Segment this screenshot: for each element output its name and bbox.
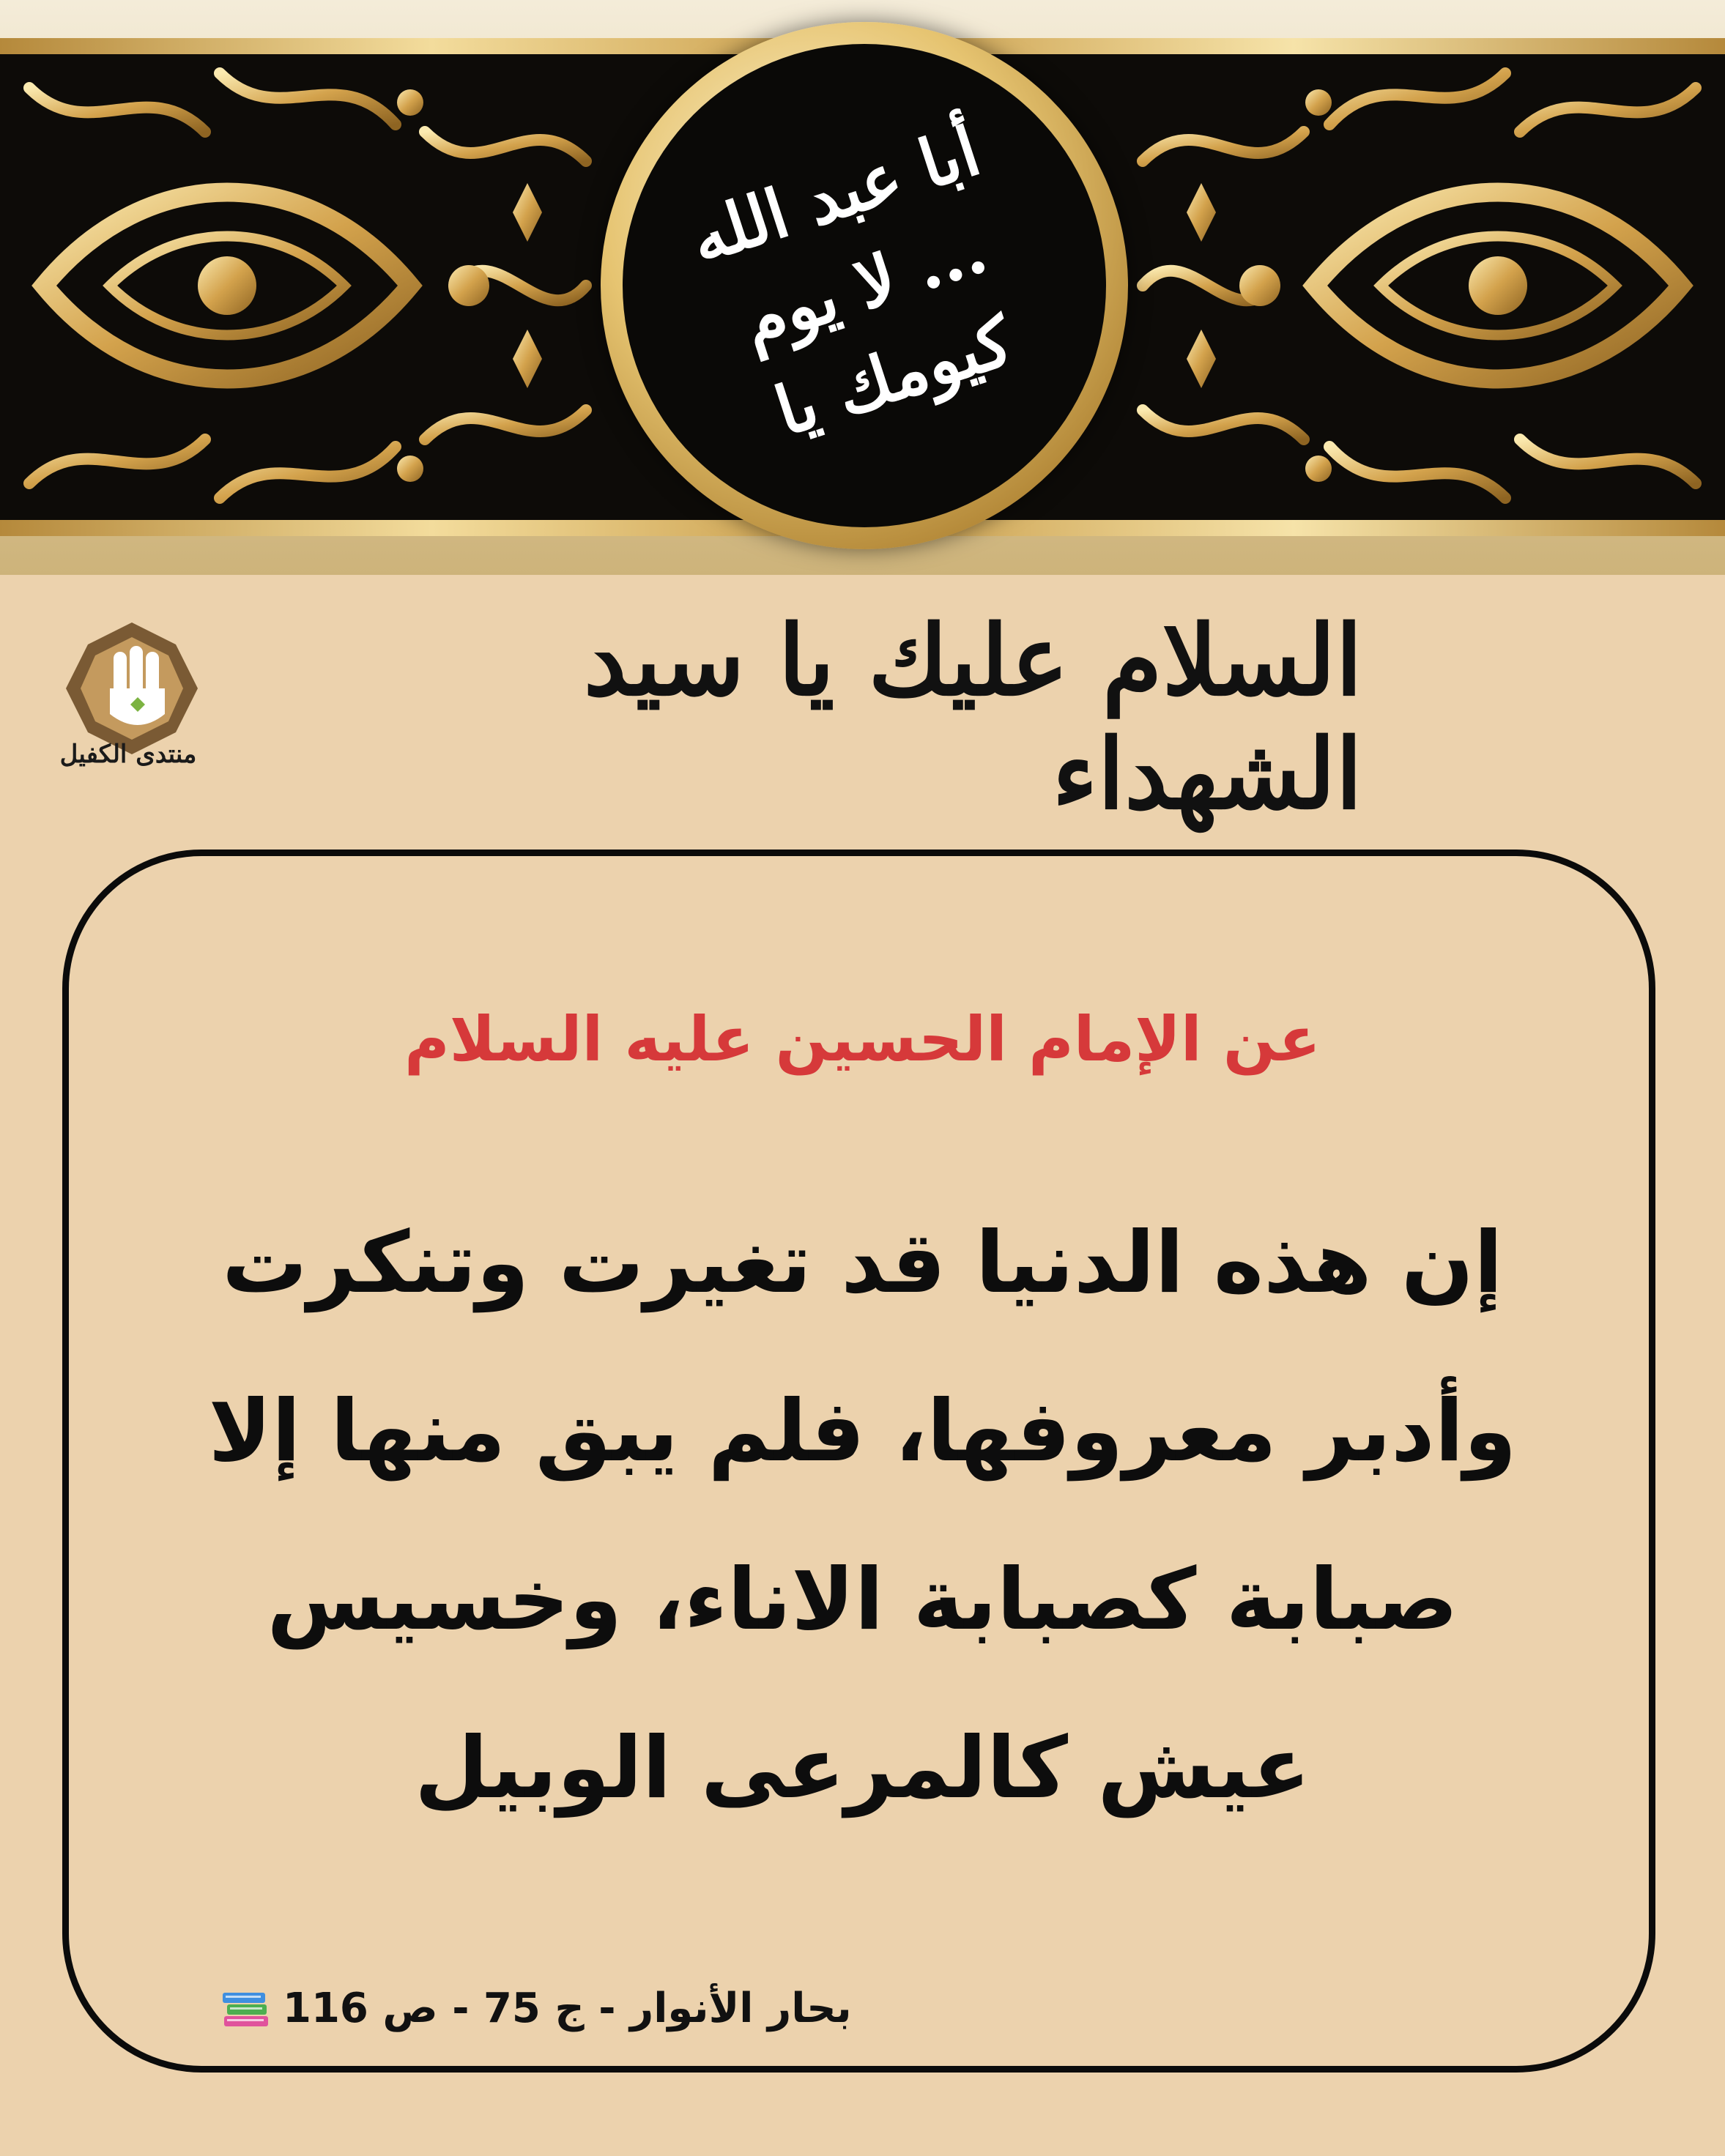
calligraphy-medallion — [601, 22, 1128, 549]
medallion-inner — [623, 44, 1106, 527]
quote-attribution: عن الإمام الحسين عليه السلام — [404, 1003, 1321, 1075]
medallion-calligraphy: أبا عبد الله ... لا يوم كيومك يا — [680, 111, 1022, 452]
quote-line: إن هذه الدنيا قد تغيرت وتنكرت — [222, 1213, 1503, 1312]
logo-caption: منتدى الكفيل — [59, 740, 197, 769]
books-icon — [220, 1987, 272, 2031]
quote-text — [139, 1179, 1586, 1853]
quote-line: صبابة كصبابة الاناء، وخسيس — [267, 1550, 1458, 1649]
quote-line: عيش كالمرعى الوبيل — [415, 1719, 1310, 1818]
quote-line: وأدبر معروفها، فلم يبق منها إلا — [208, 1382, 1517, 1481]
top-ornament-banner — [0, 0, 1725, 575]
header-calligraphy: السلام عليك يا سيد الشهداء — [583, 604, 1362, 831]
quote-source — [220, 1985, 852, 2032]
source-reference: بحار الأنوار - ج 75 - ص 116 — [283, 1985, 852, 2032]
